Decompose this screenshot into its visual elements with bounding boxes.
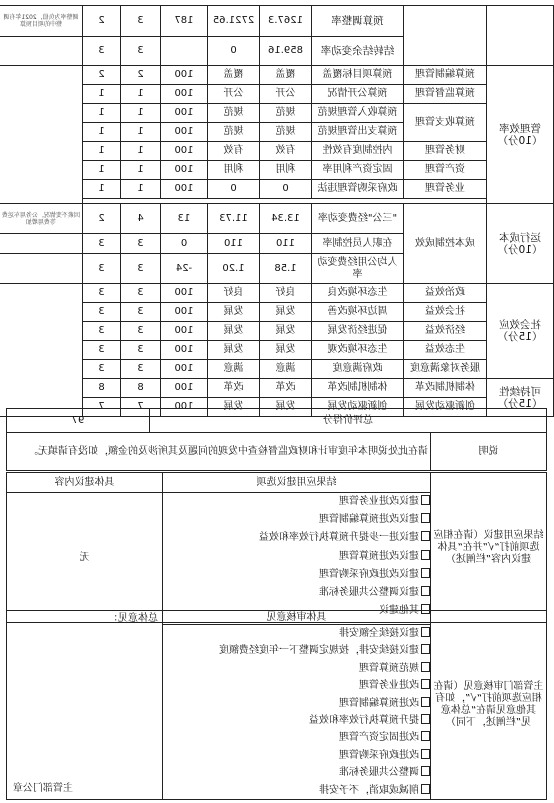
rate-value: 100 xyxy=(161,284,208,303)
dept-option[interactable]: 改进业务管理 xyxy=(163,677,430,694)
weight-value: 1 xyxy=(121,180,161,199)
rate-value: 100 xyxy=(161,322,208,341)
checkbox-icon[interactable] xyxy=(421,697,430,707)
rate-value: 100 xyxy=(161,85,208,104)
indicator-name: 预算项目标覆盖 xyxy=(312,66,404,85)
score-value: 3 xyxy=(83,322,121,341)
checkbox-icon[interactable] xyxy=(421,513,430,523)
weight-value: 3 xyxy=(121,284,161,303)
dept-opinion-label: 总体意见： xyxy=(108,613,158,624)
weight-value: 3 xyxy=(121,37,161,66)
checkbox-icon[interactable] xyxy=(421,679,430,689)
weight-value: 4 xyxy=(121,204,161,234)
sub-indicator: 资产管理 xyxy=(404,161,487,180)
weight-value: 3 xyxy=(121,303,161,322)
indicator-name: 结转结余变动率 xyxy=(312,37,404,66)
indicator-name: 政府采购管理违法 xyxy=(312,180,404,199)
rate-value: 13 xyxy=(161,204,208,234)
indicator-name: 预算公开情况 xyxy=(312,85,404,104)
score-value: 2 xyxy=(83,66,121,85)
score-value: 3 xyxy=(83,37,121,66)
rate-value: 100 xyxy=(161,180,208,199)
score-value: 3 xyxy=(83,341,121,360)
actual-value: 发展 xyxy=(208,303,260,322)
checkbox-icon[interactable] xyxy=(421,627,430,637)
rate-value: 100 xyxy=(161,123,208,142)
category-mgmt: 管理效率（10分） xyxy=(487,66,554,204)
weight-value: 1 xyxy=(121,142,161,161)
dept-option[interactable]: 建议接续安排，按规定调整下一年度经费额度 xyxy=(163,642,430,659)
score-value: 7 xyxy=(83,398,121,417)
category-runcost: 运行成本（10分） xyxy=(487,204,554,284)
explain-label: 说明 xyxy=(431,433,547,471)
weight-value: 1 xyxy=(121,104,161,123)
note-text: 调整率为负值，2021年有调整中的项目预算 xyxy=(0,6,83,37)
sub-indicator: 体制机制改革 xyxy=(404,379,487,398)
total-label: 总评价得分 xyxy=(150,409,547,433)
total-table xyxy=(6,408,547,433)
rate-value: -24 xyxy=(161,254,208,284)
target-value: 利用 xyxy=(260,161,312,180)
score-value: 3 xyxy=(83,284,121,303)
dept-seal-label: 主管部门公章 xyxy=(13,782,73,794)
dept-option[interactable]: 调整公共服务标准 xyxy=(163,764,430,781)
note-blank xyxy=(0,234,83,254)
suggest-option[interactable]: 建议调整公共服务标准 xyxy=(163,584,430,602)
actual-value: 110 xyxy=(208,234,260,254)
checkbox-icon[interactable] xyxy=(421,644,430,654)
target-value: 发展 xyxy=(260,303,312,322)
indicator-name: 体制机制改革 xyxy=(312,379,404,398)
rate-value: 100 xyxy=(161,303,208,322)
rate-value: 100 xyxy=(161,66,208,85)
total-value: 97 xyxy=(7,409,150,433)
indicator-name: 周边环境改善 xyxy=(312,303,404,322)
indicator-name: 人均公用经费变动率 xyxy=(312,254,404,284)
suggest-options-list xyxy=(163,493,431,623)
note-blank xyxy=(0,284,83,417)
sub-indicator: 成本控制成效 xyxy=(404,204,487,284)
score-value: 3 xyxy=(83,360,121,379)
dept-label: 主管部门审核意见（请在相应选项前打“√”，如有其他意见请在“总体意见”栏阐述，下同） xyxy=(431,611,547,800)
weight-value: 1 xyxy=(121,123,161,142)
checkbox-icon[interactable] xyxy=(421,550,430,560)
actual-value: 满意 xyxy=(208,360,260,379)
dept-options-header: 具体审核意见 xyxy=(163,611,431,625)
rate-value: 100 xyxy=(161,142,208,161)
category-social: 社会效应（15分） xyxy=(487,284,554,379)
sub-indicator: 社会效益 xyxy=(404,303,487,322)
indicator-name: 创新驱动发展 xyxy=(312,398,404,417)
score-value: 1 xyxy=(83,161,121,180)
indicator-name: 内控制度有效性 xyxy=(312,142,404,161)
checkbox-icon[interactable] xyxy=(421,568,430,578)
dept-opinion-cell[interactable] xyxy=(7,611,163,800)
target-value: 859.16 xyxy=(260,37,312,66)
score-value: 1 xyxy=(83,104,121,123)
actual-value: 0 xyxy=(208,37,260,66)
note-text: 因素不变情况，公务用车运费等费用增加 xyxy=(0,204,83,234)
target-value: 满意 xyxy=(260,360,312,379)
target-value: 13.34 xyxy=(260,204,312,234)
score-value: 3 xyxy=(83,234,121,254)
actual-value: 1.20 xyxy=(208,254,260,284)
dept-option[interactable]: 规范预算管理 xyxy=(163,660,430,677)
sub-indicator: 业务管理 xyxy=(404,180,487,199)
score-value: 1 xyxy=(83,123,121,142)
dept-options-list xyxy=(163,625,431,800)
weight-value: 2 xyxy=(121,66,161,85)
category-sustain: 可持续性（15分） xyxy=(487,379,554,417)
indicator-name: 生态环境改良 xyxy=(312,284,404,303)
checkbox-icon[interactable] xyxy=(421,531,430,541)
weight-value: 3 xyxy=(121,254,161,284)
explain-text: 请在此处说明本年度审计和财政监督检查中发现的问题及其所涉及的金额，如没有请填无。 xyxy=(7,433,431,471)
indicator-name: 预算调整率 xyxy=(312,6,404,37)
rate-value: 100 xyxy=(161,398,208,417)
sub-indicator: 预算编制管理 xyxy=(404,66,487,85)
actual-value: 0 xyxy=(208,180,260,199)
indicator-table xyxy=(0,5,554,417)
suggest-content-header: 具体建议内容 xyxy=(7,473,163,493)
suggest-option[interactable]: 建议进一步提升预算执行效率和效益 xyxy=(163,529,430,547)
rate-value: 100 xyxy=(161,360,208,379)
suggest-option[interactable]: 建议改进政府采购管理 xyxy=(163,566,430,584)
score-value: 3 xyxy=(83,254,121,284)
sub-indicator: 政治效益 xyxy=(404,284,487,303)
checkbox-icon[interactable] xyxy=(421,495,430,505)
explain-table xyxy=(6,432,547,471)
checkbox-icon[interactable] xyxy=(421,749,430,759)
actual-value: 发展 xyxy=(208,398,260,417)
weight-value: 7 xyxy=(121,398,161,417)
weight-value: 3 xyxy=(121,322,161,341)
dept-option[interactable]: 改进政府采购管理 xyxy=(163,747,430,764)
dept-option[interactable]: 提升预算执行效率和效益 xyxy=(163,712,430,729)
target-value: 发展 xyxy=(260,398,312,417)
checkbox-icon[interactable] xyxy=(421,714,430,724)
actual-value: 改革 xyxy=(208,379,260,398)
suggest-option[interactable]: 建议改进预算管理 xyxy=(163,548,430,566)
checkbox-icon[interactable] xyxy=(421,784,430,794)
dept-table xyxy=(6,610,547,800)
score-value: 8 xyxy=(83,379,121,398)
actual-value: 有效 xyxy=(208,142,260,161)
checkbox-icon[interactable] xyxy=(421,766,430,776)
rate-value: 100 xyxy=(161,161,208,180)
rate-value: 100 xyxy=(161,341,208,360)
rate-value: 100 xyxy=(161,104,208,123)
target-value: 公开 xyxy=(260,85,312,104)
weight-value: 1 xyxy=(121,161,161,180)
target-value: 改革 xyxy=(260,379,312,398)
indicator-name: 促进经济发展 xyxy=(312,322,404,341)
actual-value: 良好 xyxy=(208,284,260,303)
score-value: 2 xyxy=(83,204,121,234)
actual-value: 利用 xyxy=(208,161,260,180)
actual-value: 规范 xyxy=(208,123,260,142)
indicator-name: 预算支出管理规范 xyxy=(312,123,404,142)
note-blank xyxy=(0,66,83,204)
target-value: 有效 xyxy=(260,142,312,161)
suggest-table xyxy=(6,472,547,623)
weight-value: 3 xyxy=(121,234,161,254)
actual-value: 公开 xyxy=(208,85,260,104)
suggest-options-header: 结果应用建议选项 xyxy=(163,473,431,493)
indicator-name: 固定资产利用率 xyxy=(312,161,404,180)
checkbox-icon[interactable] xyxy=(421,662,430,672)
checkbox-icon[interactable] xyxy=(421,731,430,741)
actual-value: 11.73 xyxy=(208,204,260,234)
target-value: 1267.3 xyxy=(260,6,312,37)
suggest-content-value: 无 xyxy=(7,493,163,623)
score-value: 2 xyxy=(83,6,121,37)
dept-option[interactable]: 建议接续全额安排 xyxy=(163,625,430,642)
dept-option[interactable]: 削减或取消，不予安排 xyxy=(163,782,430,799)
target-value: 良好 xyxy=(260,284,312,303)
actual-value: 覆盖 xyxy=(208,66,260,85)
weight-value: 3 xyxy=(121,341,161,360)
actual-value: 发展 xyxy=(208,322,260,341)
target-value: 规范 xyxy=(260,104,312,123)
note-blank xyxy=(0,254,83,284)
cost-block-blank xyxy=(487,6,554,66)
indicator-name: 政府满意度 xyxy=(312,360,404,379)
suggest-label: 结果应用建议（请在相应选项前打“√”并在“具体建议内容”栏阐述） xyxy=(431,473,547,623)
sub-indicator: 预算监督管理 xyxy=(404,85,487,104)
target-value: 发展 xyxy=(260,322,312,341)
sub-indicator: 财务管理 xyxy=(404,142,487,161)
rate-value: 187 xyxy=(161,6,208,37)
note-text xyxy=(0,37,83,66)
target-value: 0 xyxy=(260,180,312,199)
weight-value: 3 xyxy=(121,6,161,37)
weight-value: 3 xyxy=(121,360,161,379)
target-value: 发展 xyxy=(260,341,312,360)
sub-indicator: 服务对象满意度 xyxy=(404,360,487,379)
score-value: 3 xyxy=(83,303,121,322)
indicator-name: 预算收入管理规范 xyxy=(312,104,404,123)
actual-value: 发展 xyxy=(208,341,260,360)
indicator-name: 生态环境改观 xyxy=(312,341,404,360)
indicator-name: "三公"经费变动率 xyxy=(312,204,404,234)
target-value: 1.58 xyxy=(260,254,312,284)
rate-value: 100 xyxy=(161,379,208,398)
dept-option[interactable]: 改进预算编制管理 xyxy=(163,695,430,712)
sub-indicator: 经济效益 xyxy=(404,322,487,341)
weight-value: 1 xyxy=(121,85,161,104)
suggest-option[interactable]: 其他建议 xyxy=(163,602,430,620)
target-value: 覆盖 xyxy=(260,66,312,85)
score-value: 1 xyxy=(83,142,121,161)
sub-indicator: 生态效益 xyxy=(404,341,487,360)
target-value: 110 xyxy=(260,234,312,254)
suggest-option[interactable]: 建议改进预算编制管理 xyxy=(163,511,430,529)
sub-indicator: 预算收支管理 xyxy=(404,104,487,142)
rate-value xyxy=(161,37,208,66)
actual-value: 规范 xyxy=(208,104,260,123)
cost-block-blank-2 xyxy=(404,6,487,66)
rate-value: 0 xyxy=(161,234,208,254)
indicator-name: 在职人员控制率 xyxy=(312,234,404,254)
suggest-option[interactable]: 建议改进业务管理 xyxy=(163,493,430,511)
actual-value: 2721.65 xyxy=(208,6,260,37)
weight-value: 8 xyxy=(121,379,161,398)
score-value: 1 xyxy=(83,85,121,104)
dept-option[interactable]: 改进固定资产管理 xyxy=(163,729,430,746)
target-value: 规范 xyxy=(260,123,312,142)
checkbox-icon[interactable] xyxy=(421,586,430,596)
score-value: 1 xyxy=(83,180,121,199)
sub-indicator: 创新驱动发展 xyxy=(404,398,487,417)
